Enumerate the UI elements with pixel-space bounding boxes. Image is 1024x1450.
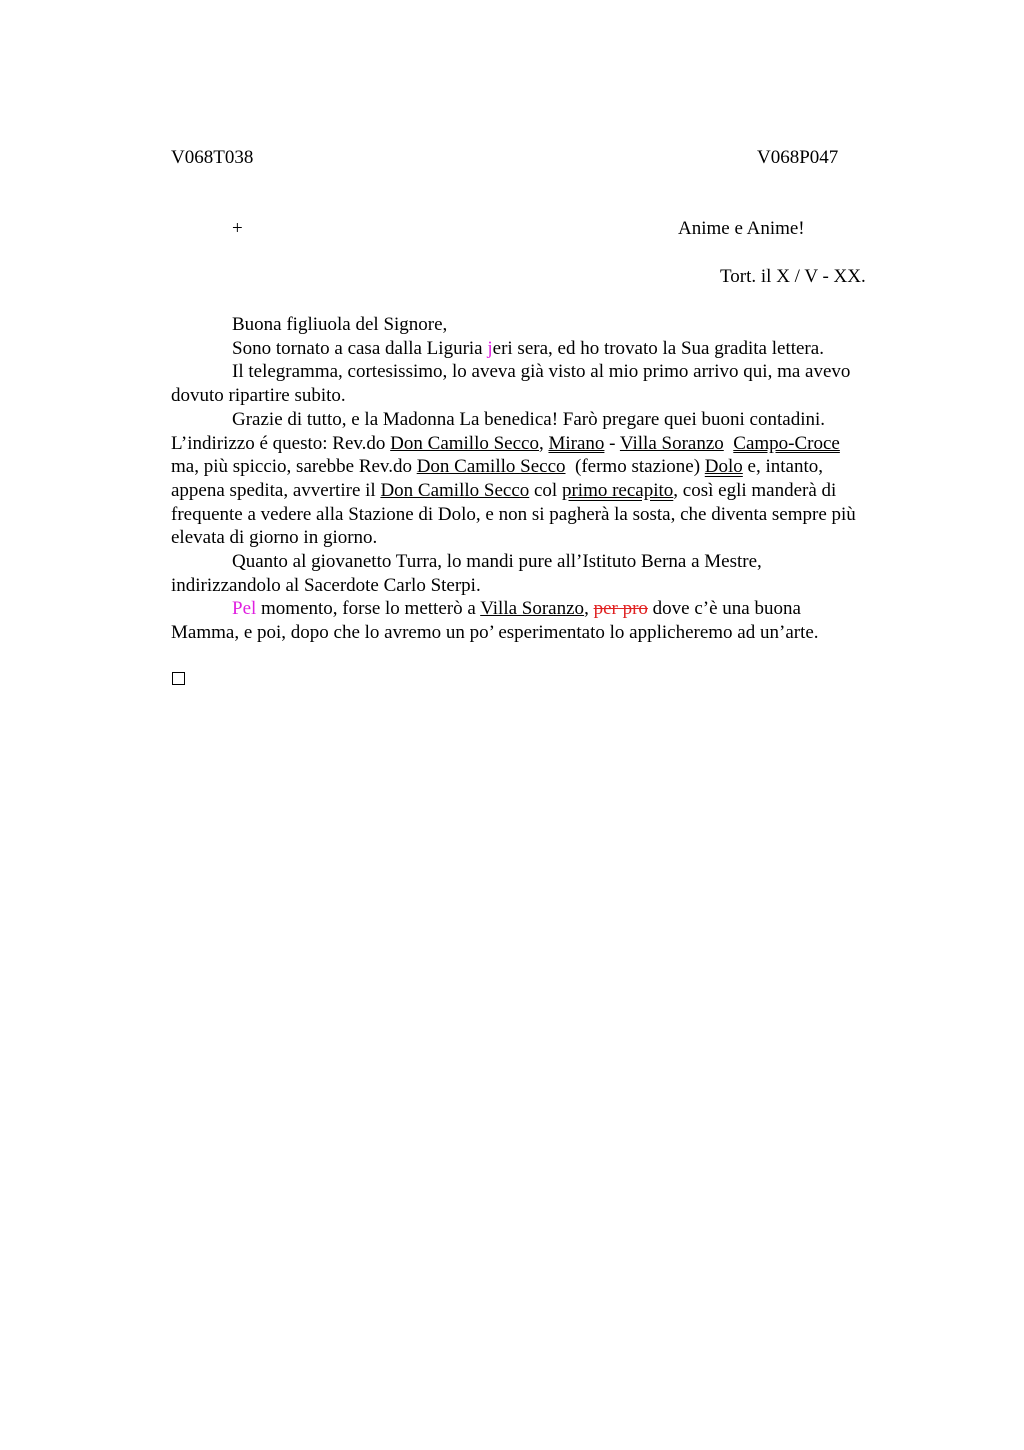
letter-motto: Anime e Anime! xyxy=(678,218,805,239)
paragraph-5-line-2: Mamma, e poi, dopo che lo avremo un po’ esperimentato lo applicheremo ad un’arte. xyxy=(171,622,819,644)
underlined-villa: Villa Soranzo xyxy=(619,432,724,454)
paragraph-3-line-3: ma, più spiccio, sarebbe Rev.do Don Camillo Secco (fermo stazione) Dolo e, intanto, xyxy=(171,456,823,478)
inserted-word: Pel xyxy=(232,598,257,620)
double-underlined-campo: Campo-Croce xyxy=(733,432,840,454)
double-underlined-dolo: Dolo xyxy=(704,456,743,478)
paragraph-3-line-5: frequente a vedere alla Stazione di Dolo, e non si pagherà la sosta, che diventa sempre più xyxy=(171,503,856,525)
paragraph-2-line-2: dovuto ripartire subito. xyxy=(171,385,346,407)
underlined-name: Don Camillo Secco xyxy=(416,456,566,478)
double-underlined-mirano: Mirano xyxy=(548,432,605,454)
paragraph-4-line-2: indirizzandolo al Sacerdote Carlo Sterpi. xyxy=(171,574,481,596)
paragraph-3-line-4: appena spedita, avvertire il Don Camillo Secco col primo recapito, così egli manderà di xyxy=(171,479,837,501)
salutation: Buona figliuola del Signore, xyxy=(232,314,448,335)
cross-mark: + xyxy=(232,218,243,239)
document-code-right: V068P047 xyxy=(757,147,839,168)
underlined-name: Don Camillo Secco xyxy=(380,479,530,501)
underlined-name: Don Camillo Secco xyxy=(390,432,539,454)
paragraph-3-line-6: elevata di giorno in giorno. xyxy=(171,527,378,549)
underlined-villa: Villa Soranzo xyxy=(480,598,585,620)
double-underlined-primo: primo recapito xyxy=(561,479,674,501)
letter-body xyxy=(171,313,931,645)
paragraph-4-line-1: Quanto al giovanetto Turra, lo mandi pure all’Istituto Berna a Mestre, xyxy=(232,551,762,573)
paragraph-2-line-1: Il telegramma, cortesissimo, lo aveva già visto al mio primo arrivo qui, ma avevo xyxy=(232,361,851,383)
paragraph-5-line-1: Pel momento, forse lo metterò a Villa Soranzo, per pro dove c’è una buona xyxy=(232,598,801,620)
struck-text: per pro xyxy=(593,598,648,620)
paragraph-1: Sono tornato a casa dalla Liguria jeri sera, ed ho trovato la Sua gradita lettera. xyxy=(232,337,824,359)
paragraph-3-line-2: L’indirizzo é questo: Rev.do Don Camillo Secco, Mirano - Villa Soranzo Campo-Croce xyxy=(171,432,840,454)
document-code-left: V068T038 xyxy=(171,147,254,168)
inserted-letter: j xyxy=(487,337,493,359)
end-box-icon xyxy=(172,672,185,685)
letter-date: Tort. il X / V - XX. xyxy=(720,266,866,287)
paragraph-3-line-1: Grazie di tutto, e la Madonna La benedica! Farò pregare quei buoni contadini. xyxy=(232,408,825,430)
